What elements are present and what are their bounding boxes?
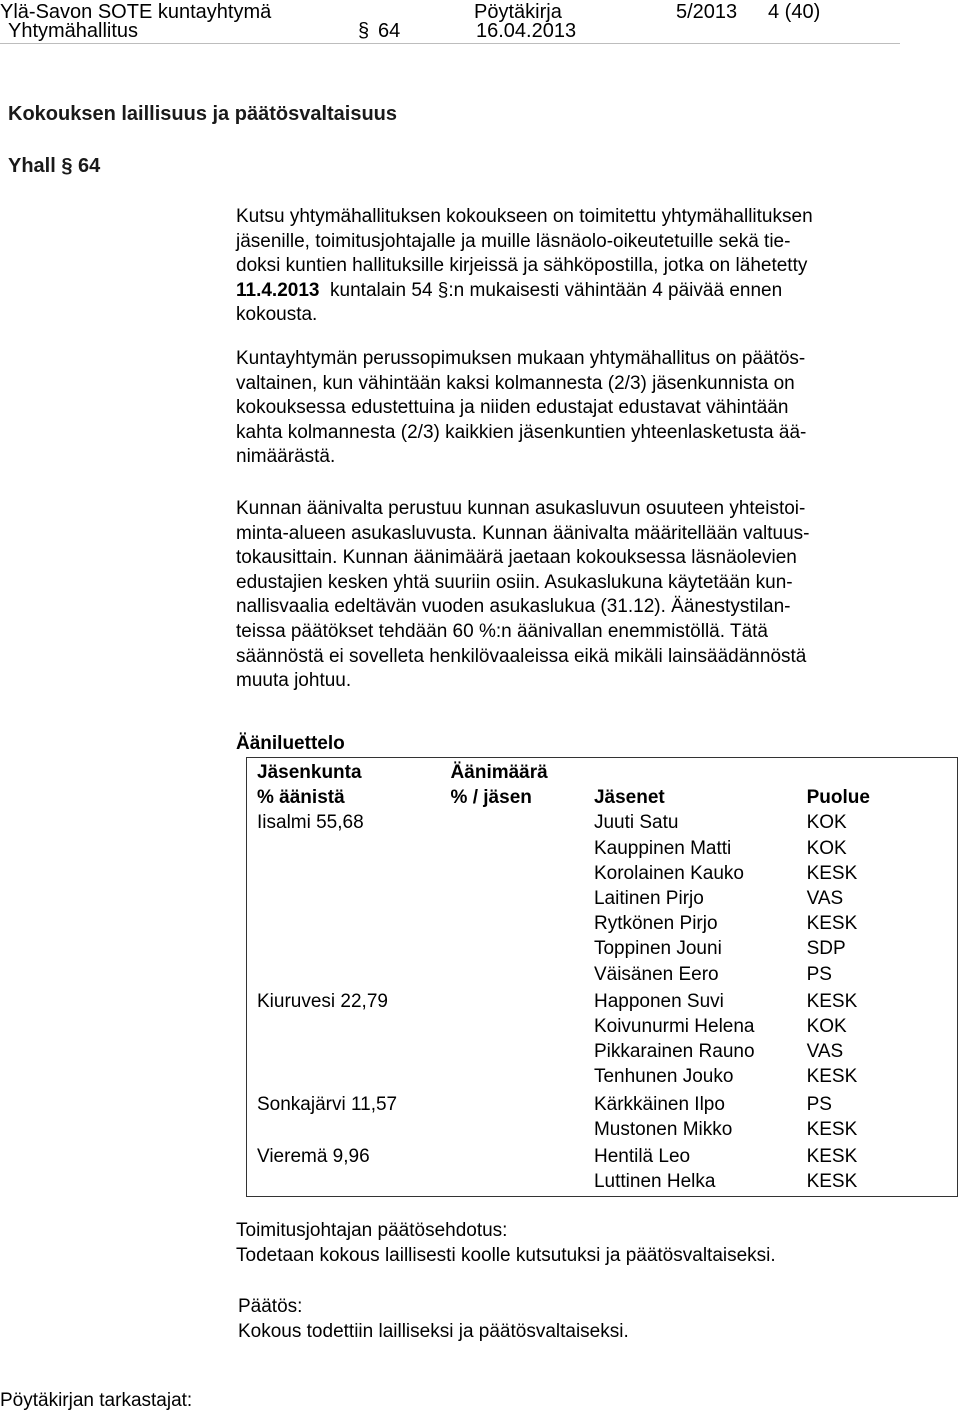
member-party: KOK	[806, 1016, 847, 1038]
text-line: kokousta.	[236, 304, 318, 326]
header-organization: Ylä-Savon SOTE kuntayhtymä	[0, 1, 272, 23]
member-party: VAS	[806, 888, 844, 910]
member-party: KESK	[806, 1118, 858, 1140]
table-row	[247, 1092, 958, 1144]
party-cell	[807, 810, 958, 988]
members-cell	[594, 989, 807, 1092]
text-line: nallisvaalia edeltävän vuoden asukaslukua (31.12). Äänestystilan-	[236, 596, 791, 618]
text-line: minta-alueen asukasluvusta. Kunnan äänivalta määritellään valtuus-	[236, 522, 810, 544]
votes-cell	[443, 1092, 594, 1144]
column-header-municipality	[247, 758, 443, 811]
paragraph-invitation	[236, 205, 813, 328]
member-name: Hentilä Leo	[593, 1146, 691, 1168]
header-divider	[0, 43, 900, 44]
header-doc-type: Pöytäkirja	[474, 1, 562, 23]
member-name: Kärkkäinen Ilpo	[593, 1093, 725, 1115]
party-cell	[807, 1092, 958, 1144]
municipality-cell: Sonkajärvi 11,57	[247, 1092, 443, 1144]
member-name: Väisänen Eero	[593, 963, 719, 985]
municipality-cell: Vieremä 9,96	[247, 1144, 443, 1197]
section-sign-icon: §	[358, 20, 370, 42]
page-title: Kokouksen laillisuus ja päätösvaltaisuus	[8, 103, 398, 125]
header-text: Jäsenet	[593, 787, 665, 809]
member-party: KOK	[806, 837, 847, 859]
sent-date: 11.4.2013	[236, 279, 320, 301]
member-name: Luttinen Helka	[593, 1171, 716, 1193]
text-line: jäsenille, toimitusjohtajalle ja muille läsnäolo-oikeutetuille sekä tie-	[236, 230, 791, 252]
member-party: KESK	[806, 862, 858, 884]
table-row	[247, 1144, 958, 1197]
header-section: 64	[378, 20, 401, 42]
section-reference-label: Yhall § 64	[8, 155, 101, 177]
text-line: edustajien kesken yhtä suuriin osiin. Asukaslukuna käytetään kun-	[236, 571, 793, 593]
column-header-votes	[443, 758, 594, 811]
table-header-row	[247, 758, 958, 811]
text-line: kokouksessa edustettuina ja niiden edustajat edustavat vähintään	[236, 397, 789, 419]
text-line: säännöstä ei sovelleta henkilövaaleissa eikä mikäli lainsäädännöstä	[236, 645, 807, 667]
table-row	[247, 989, 958, 1092]
text-line-rest: kuntalain 54 §:n mukaisesti vähintään 4 päivää ennen	[319, 279, 783, 301]
column-header-party	[807, 758, 958, 811]
proposal-text: Todetaan kokous laillisesti koolle kutsutuksi ja päätösvaltaiseksi.	[236, 1245, 776, 1266]
section-sign-icon: §	[61, 155, 73, 177]
header-text: Puolue	[806, 787, 870, 809]
party-cell	[807, 1144, 958, 1197]
header-text: Äänimäärä	[450, 762, 548, 783]
text-line: doksi kuntien hallituksille kirjeissä ja sähköpostilla, jotka on lähetetty	[236, 255, 808, 277]
member-party: KESK	[806, 1066, 858, 1088]
text-line	[236, 279, 813, 304]
members-cell	[594, 1092, 807, 1144]
member-name: Korolainen Kauko	[593, 862, 744, 884]
member-party: PS	[806, 963, 832, 985]
decision-label: Päätös:	[238, 1296, 303, 1317]
text-line: tokausittain. Kunnan äänimäärä jaetaan kokouksessa läsnäolevien	[236, 547, 797, 569]
member-party: KOK	[806, 812, 847, 834]
member-party: PS	[806, 1093, 832, 1115]
paragraph-voting-power	[236, 497, 810, 694]
member-party: KESK	[806, 1171, 858, 1193]
text-line: kahta kolmannesta (2/3) kaikkien jäsenkuntien yhteenlasketusta ää-	[236, 421, 807, 443]
member-party: KESK	[806, 913, 858, 935]
municipality-cell: Iisalmi 55,68	[247, 810, 443, 988]
paragraph-quorum	[236, 347, 806, 470]
member-name: Kauppinen Matti	[593, 837, 732, 859]
header-page-number: 4 (40)	[768, 1, 821, 23]
header-text: Jäsenkunta	[257, 762, 362, 783]
checkers-label: Pöytäkirjan tarkastajat:	[0, 1390, 193, 1411]
section-sign-icon: §	[437, 279, 449, 301]
text-line: Kuntayhtymän perussopimuksen mukaan yhtymähallitus on päätös-	[236, 348, 806, 369]
votes-cell	[443, 989, 594, 1092]
header-doc-number: 5/2013	[676, 1, 738, 23]
member-name: Tenhunen Jouko	[593, 1066, 734, 1088]
member-name: Rytkönen Pirjo	[593, 913, 718, 935]
member-name: Pikkarainen Rauno	[593, 1041, 755, 1063]
member-party: SDP	[806, 938, 846, 960]
decision-text: Kokous todettiin lailliseksi ja päätösvaltaiseksi.	[238, 1321, 629, 1342]
header-date: 16.04.2013	[476, 20, 577, 42]
vote-list-heading: Ääniluettelo	[236, 733, 345, 754]
member-party: KESK	[806, 990, 858, 1012]
municipality-cell: Kiuruvesi 22,79	[247, 989, 443, 1092]
vote-list-table	[246, 757, 958, 1197]
party-cell	[807, 989, 958, 1092]
member-name: Happonen Suvi	[593, 990, 724, 1012]
member-party: VAS	[806, 1041, 844, 1063]
text-line: muuta johtuu.	[236, 670, 352, 692]
member-name: Juuti Satu	[593, 812, 679, 834]
member-name: Mustonen Mikko	[593, 1118, 733, 1140]
header-text: % äänistä	[257, 787, 345, 809]
text-line: teissa päätökset tehdään 60 %:n äänivallan enemmistöllä. Tätä	[236, 620, 768, 642]
text-line: valtainen, kun vähintään kaksi kolmannesta (2/3) jäsenkunnista on	[236, 372, 795, 394]
vote-list-body	[247, 810, 958, 1197]
member-name: Toppinen Jouni	[593, 938, 722, 960]
members-cell	[594, 810, 807, 988]
votes-cell	[443, 1144, 594, 1197]
text-line: Kutsu yhtymähallituksen kokoukseen on toimitettu yhtymähallituksen	[236, 206, 813, 227]
member-name: Koivunurmi Helena	[593, 1016, 755, 1038]
column-header-members	[594, 758, 807, 811]
member-name: Laitinen Pirjo	[593, 888, 704, 910]
header-text: % / jäsen	[450, 787, 532, 809]
table-row	[247, 810, 958, 988]
text-line: nimäärästä.	[236, 446, 336, 468]
section-reference	[8, 154, 100, 178]
members-cell	[594, 1144, 807, 1197]
header-body: Yhtymähallitus	[8, 20, 139, 42]
member-party: KESK	[806, 1146, 858, 1168]
votes-cell	[443, 810, 594, 988]
text-line: Kunnan äänivalta perustuu kunnan asukasluvun osuuteen yhteistoi-	[236, 498, 806, 519]
proposal-label: Toimitusjohtajan päätösehdotus:	[236, 1220, 508, 1241]
